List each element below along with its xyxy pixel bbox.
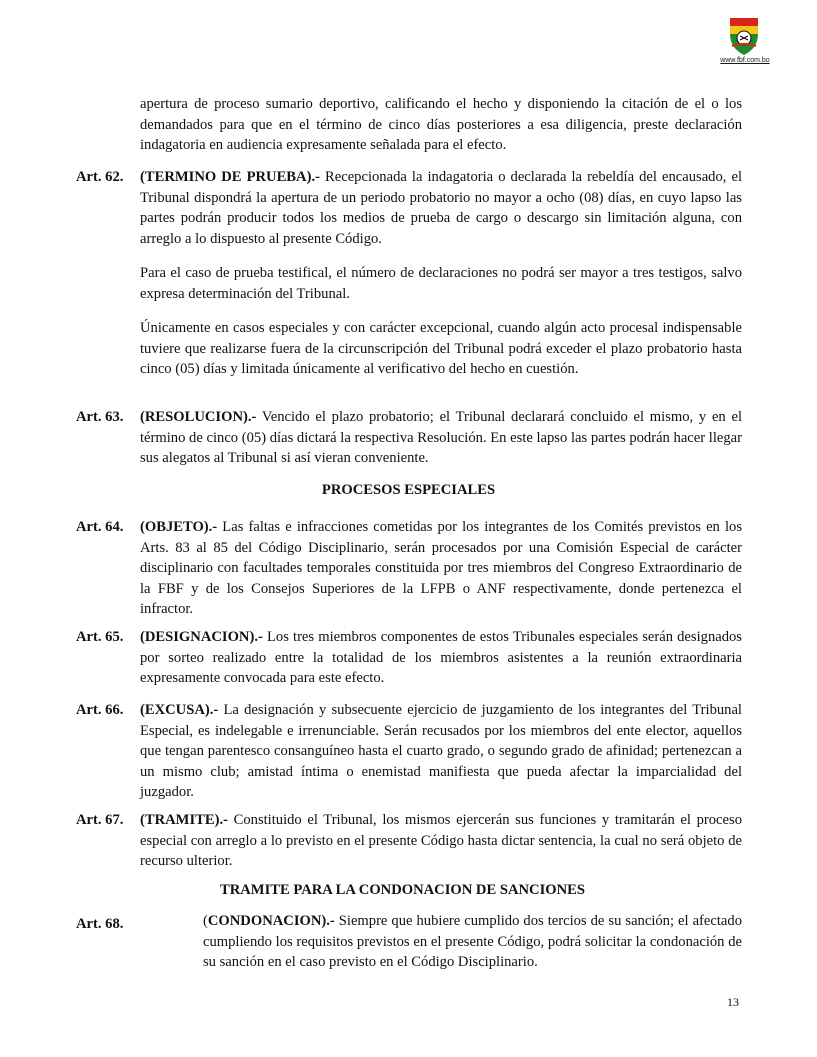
article-title: CONDONACION).- (207, 913, 335, 929)
article-65 (76, 627, 742, 689)
article-title: (TRAMITE).- (140, 812, 228, 828)
fbf-logo-icon (722, 14, 766, 58)
article-67 (76, 810, 742, 872)
article-text: Las faltas e infracciones cometidas por los integrantes de los Comités previstos en los Arts. 83 al 85 del Código Disciplinario, serán procesados por una Comisión Especial de carácter disciplinario con facultades temporales constituida por tres miembros del Congreso Extraordinario de la FBF y de los Consejos Superiores de la LFPB o ANF respectivamente, donde pertenezca el infractor. (140, 519, 742, 617)
article-number: Art. 63. (76, 409, 124, 425)
article-number: Art. 66. (76, 702, 124, 718)
article-title: (EXCUSA).- (140, 702, 219, 718)
article-title: (OBJETO).- (140, 519, 218, 535)
article-paragraph: Para el caso de prueba testifical, el número de declaraciones no podrá ser mayor a tres testigos, salvo expresa determinación del Tribunal. (140, 265, 742, 302)
section-heading: TRAMITE PARA LA CONDONACION DE SANCIONES (219, 882, 586, 898)
article-number: Art. 68. (76, 916, 124, 932)
page-number: 13 (727, 995, 739, 1009)
article-number: Art. 62. (76, 169, 124, 185)
website-link[interactable]: www.fbf.com.bo (720, 57, 770, 64)
article-text: Los tres miembros componentes de estos Tribunales especiales serán designados por sorteo realizado entre la totalidad de los miembros asistentes a la reunión extraordinaria expresamente convocada para este efecto. (140, 629, 742, 686)
article-66 (76, 700, 742, 803)
article-title: (TERMINO DE PRUEBA).- (140, 169, 320, 185)
intro-paragraph: apertura de proceso sumario deportivo, calificando el hecho y disponiendo la citación de el o los demandados para que en el término de cinco días posteriores a esa diligencia, preste declaración indagatoria en audiencia expresamente señalada para el efecto. (140, 96, 742, 153)
article-number: Art. 64. (76, 519, 124, 535)
article-number: Art. 67. (76, 812, 124, 828)
article-title: (RESOLUCION).- (140, 409, 257, 425)
article-text: Recepcionada la indagatoria o declarada la rebeldía del encausado, el Tribunal dispondrá la apertura de un periodo probatorio no mayor a ocho (08) días, en cuyo lapso las partes podrán producir todos los medios de prueba de cargo o descargo sin limitación alguna, con arreglo a lo dispuesto al presente Código. (140, 169, 742, 247)
article-68 (76, 911, 742, 973)
article-text: Siempre que hubiere cumplido dos tercios de su sanción; el afectado cumpliendo los requisitos previstos en el presente Código, podrá solicitar la condonación de su sanción en el caso previsto en el Código Disciplinario. (203, 913, 742, 970)
article-title: (DESIGNACION).- (140, 629, 263, 645)
article-text: La designación y subsecuente ejercicio de juzgamiento de los integrantes del Tribunal Especial, es indelegable e irrenunciable. Serán recusados por los miembros del ente elector, aquellos que tengan parentesco consanguíneo hasta el cuarto grado, o segundo grado de afinidad; pertenezcan a un mismo club; amistad íntima o enemistad manifiesta que pueda afectar la imparcialidad del juzgador. (140, 702, 742, 800)
article-paren: ( (203, 913, 208, 929)
article-text: Vencido el plazo probatorio; el Tribunal declarará concluido el mismo, y en el término de cinco (05) días dictará la respectiva Resolución. En este lapso las partes podrán hacer llegar sus alegatos al Tribunal si así vieran conveniente. (140, 409, 742, 466)
article-paragraph: Únicamente en casos especiales y con carácter excepcional, cuando algún acto procesal indispensable tuviere que realizarse fuera de la circunscripción del Tribunal podrá exceder el plazo probatorio hasta cinco (05) días y limitada únicamente al verificativo del hecho en cuestión. (140, 320, 742, 377)
section-heading: PROCESOS ESPECIALES (321, 482, 496, 498)
article-text: Constituido el Tribunal, los mismos ejercerán sus funciones y tramitarán el proceso especial con arreglo a lo previsto en el presente Código hasta dictar sentencia, la cual no será objeto de recurso ulterior. (140, 812, 742, 869)
article-63 (76, 407, 742, 469)
article-number: Art. 65. (76, 629, 124, 645)
article-64 (76, 517, 742, 620)
article-62 (76, 167, 742, 380)
